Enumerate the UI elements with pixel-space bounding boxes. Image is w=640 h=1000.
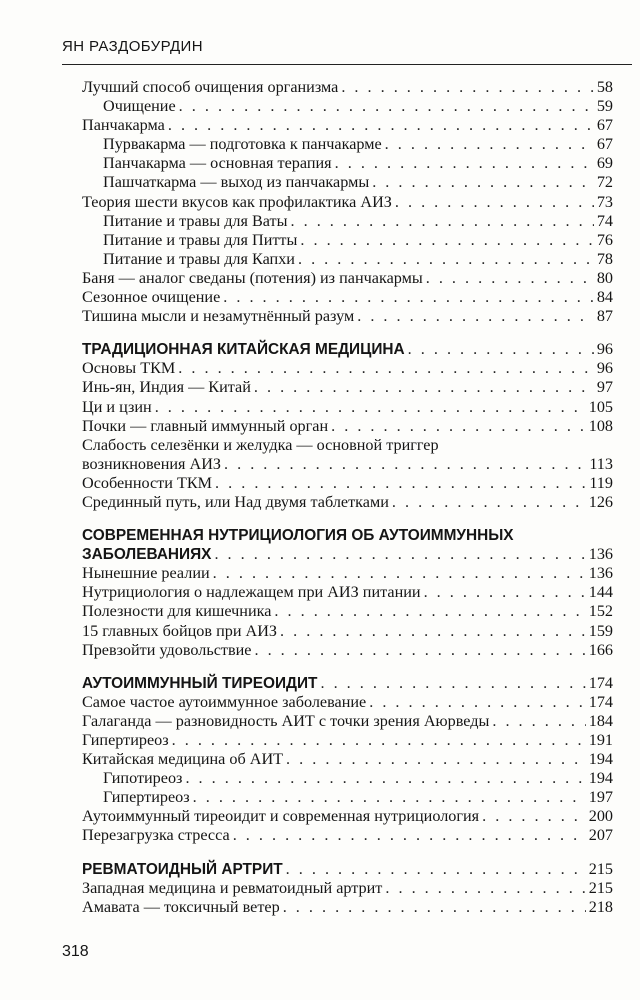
- toc-entry-title: Питание и травы для Питты: [103, 230, 298, 249]
- toc-entry-page: 152: [588, 602, 613, 621]
- toc-entry[interactable]: [82, 212, 613, 231]
- toc-entry[interactable]: [82, 398, 613, 417]
- toc-chapter-heading-first-line[interactable]: [82, 526, 613, 545]
- toc-entry[interactable]: [82, 269, 613, 288]
- toc-entry-page: 67: [596, 116, 613, 135]
- toc-entry-page: 72: [596, 173, 613, 192]
- toc-entry-title: Ци и цзин: [82, 397, 152, 416]
- running-head: ЯН РАЗДОБУРДИН: [62, 38, 203, 55]
- toc-entry-page: 96: [596, 359, 613, 378]
- toc-entry[interactable]: [82, 788, 613, 807]
- toc-entry-wrapped-continuation[interactable]: [82, 455, 613, 474]
- table-of-contents: [82, 78, 613, 931]
- toc-entry-title: Сезонное очищение: [82, 288, 221, 307]
- toc-entry-title: Питание и травы для Капхи: [103, 249, 295, 268]
- toc-entry-title: Баня — аналог сведаны (потения) из панчакармы: [82, 268, 423, 287]
- dot-leader: [424, 583, 586, 602]
- toc-entry[interactable]: [82, 731, 613, 750]
- toc-entry-page: 215: [588, 878, 613, 897]
- toc-chapter-heading[interactable]: [82, 674, 613, 693]
- toc-entry-title: Питание и травы для Ваты: [103, 211, 288, 230]
- dot-leader: [215, 474, 586, 493]
- toc-chapter-title: АУТОИММУННЫЙ ТИРЕОИДИТ: [82, 674, 318, 692]
- toc-entry-page: 218: [588, 897, 613, 916]
- dot-leader: [369, 693, 585, 712]
- toc-entry[interactable]: [82, 898, 613, 917]
- toc-chapter-title: ЗАБОЛЕВАНИЯХ: [82, 546, 212, 564]
- toc-entry-page: 136: [588, 545, 613, 564]
- toc-entry-title: Превзойти удовольствие: [82, 640, 252, 659]
- toc-entry-page: 76: [596, 230, 613, 249]
- toc-chapter-title: РЕВМАТОИДНЫЙ АРТРИТ: [82, 860, 283, 878]
- toc-entry-title: Самое частое аутоиммунное заболевание: [82, 692, 367, 711]
- toc-entry[interactable]: [82, 493, 613, 512]
- toc-entry-title: Гипертиреоз: [82, 731, 169, 749]
- dot-leader: [357, 307, 594, 326]
- dot-leader: [426, 269, 594, 288]
- toc-entry-page: 174: [588, 673, 613, 692]
- toc-entry-title: Пашчаткарма — выход из панчакармы: [103, 173, 370, 192]
- toc-entry-page: 59: [596, 97, 613, 116]
- toc-entry-title: Перезагрузка стресса: [82, 826, 230, 845]
- toc-entry-page: 136: [588, 564, 613, 583]
- dot-leader: [193, 788, 586, 807]
- toc-entry[interactable]: [82, 154, 613, 173]
- toc-entry-title: Основы ТКМ: [82, 359, 176, 378]
- toc-entry[interactable]: [82, 641, 613, 660]
- dot-leader: [392, 493, 586, 512]
- dot-leader: [335, 154, 594, 173]
- toc-entry-page: 67: [596, 135, 613, 154]
- dot-leader: [482, 807, 586, 826]
- dot-leader: [320, 674, 585, 693]
- toc-entry-page: 113: [589, 454, 613, 473]
- toc-entry-title: Пурвакарма — подготовка к панчакарме: [103, 135, 382, 154]
- toc-entry-title: Западная медицина и ревматоидный артрит: [82, 878, 383, 897]
- toc-entry-title: Нутрициология о надлежащем при АИЗ питании: [82, 583, 421, 602]
- toc-entry-page: 97: [596, 378, 613, 397]
- toc-entry[interactable]: [82, 97, 613, 116]
- toc-entry[interactable]: [82, 288, 613, 307]
- dot-leader: [178, 359, 594, 378]
- dot-leader: [492, 712, 585, 731]
- toc-section-thyroiditis: [82, 674, 613, 846]
- toc-entry[interactable]: [82, 417, 613, 436]
- toc-entry-page: 78: [596, 249, 613, 268]
- toc-entry-title: Китайская медицина об АИТ: [82, 750, 284, 769]
- toc-entry-page: 80: [596, 268, 613, 287]
- toc-chapter-heading[interactable]: [82, 545, 613, 564]
- toc-entry-page: 58: [596, 78, 613, 96]
- toc-entry[interactable]: [82, 712, 613, 731]
- toc-entry[interactable]: [82, 173, 613, 192]
- toc-section-tcm: [82, 340, 613, 512]
- toc-entry[interactable]: [82, 307, 613, 326]
- toc-entry-title: Очищение: [103, 97, 176, 116]
- dot-leader: [223, 288, 594, 307]
- dot-leader: [233, 826, 586, 845]
- toc-entry-page: 126: [588, 492, 613, 511]
- toc-chapter-title: ТРАДИЦИОННАЯ КИТАЙСКАЯ МЕДИЦИНА: [82, 341, 405, 359]
- toc-entry[interactable]: [82, 826, 613, 845]
- toc-entry-page: 215: [588, 859, 613, 878]
- toc-entry-title: Инь-ян, Индия — Китай: [82, 378, 251, 397]
- dot-leader: [331, 417, 586, 436]
- toc-entry-page: 144: [588, 583, 613, 602]
- toc-entry-page: 194: [588, 750, 613, 769]
- toc-entry-title: Тишина мысли и незамутнённый разум: [82, 307, 355, 326]
- toc-entry-title: Особенности ТКМ: [82, 473, 213, 492]
- toc-entry[interactable]: [82, 474, 613, 493]
- toc-entry-page: 191: [588, 731, 613, 749]
- toc-entry-page: 197: [588, 788, 613, 807]
- toc-entry-title: Лучший способ очищения организма: [82, 78, 339, 96]
- toc-entry-page: 174: [588, 692, 613, 711]
- toc-entry-title: Почки — главный иммунный орган: [82, 416, 329, 435]
- toc-entry-page: 84: [596, 288, 613, 307]
- toc-entry[interactable]: [82, 378, 613, 397]
- toc-entry-title: Срединный путь, или Над двумя таблетками: [82, 492, 389, 511]
- dot-leader: [254, 641, 585, 660]
- toc-entry[interactable]: [82, 750, 613, 769]
- dot-leader: [341, 78, 593, 97]
- header-rule: [62, 64, 632, 65]
- toc-entry-page: 200: [588, 807, 613, 826]
- toc-entry-page: 159: [588, 621, 613, 640]
- page-number: 318: [62, 943, 89, 960]
- dot-leader: [280, 622, 586, 641]
- toc-entry-page: 69: [596, 154, 613, 173]
- dot-leader: [385, 135, 594, 154]
- toc-section-ayurveda-cleansing: [82, 78, 613, 326]
- toc-entry-page: 74: [596, 211, 613, 230]
- toc-chapter-heading[interactable]: [82, 860, 613, 879]
- toc-entry[interactable]: [82, 769, 613, 788]
- toc-entry-title: 15 главных бойцов при АИЗ: [82, 621, 278, 640]
- dot-leader: [395, 193, 594, 212]
- toc-section-arthritis: [82, 860, 613, 917]
- toc-entry-page: 207: [588, 826, 613, 845]
- toc-entry[interactable]: [82, 693, 613, 712]
- dot-leader: [300, 231, 593, 250]
- toc-entry-title: Гипертиреоз: [103, 788, 190, 807]
- dot-leader: [185, 769, 585, 788]
- dot-leader: [286, 750, 586, 769]
- toc-entry[interactable]: [82, 583, 613, 602]
- dot-leader: [286, 860, 586, 879]
- toc-entry-page: 108: [588, 416, 613, 435]
- toc-entry-title: Полезности для кишечника: [82, 602, 272, 621]
- toc-entry-page: 184: [588, 711, 613, 730]
- toc-entry[interactable]: [82, 193, 613, 212]
- toc-entry-title: Аутоиммунный тиреоидит и современная нутрициология: [82, 807, 480, 826]
- toc-entry[interactable]: [82, 78, 613, 97]
- toc-entry-title: Панчакарма — основная терапия: [103, 154, 332, 173]
- toc-entry-page: 105: [588, 397, 613, 416]
- toc-entry-wrapped-first-line[interactable]: [82, 436, 613, 455]
- toc-entry-page: 73: [596, 192, 613, 211]
- dot-leader: [372, 173, 594, 192]
- dot-leader: [298, 250, 594, 269]
- toc-entry[interactable]: [82, 359, 613, 378]
- toc-entry[interactable]: [82, 250, 613, 269]
- toc-entry-page: 87: [596, 307, 613, 326]
- toc-entry-title: Нынешние реалии: [82, 564, 210, 583]
- toc-entry-page: 166: [588, 640, 613, 659]
- toc-entry-page: 119: [589, 473, 613, 492]
- toc-entry-page: 194: [588, 769, 613, 788]
- dot-leader: [291, 212, 594, 231]
- toc-entry[interactable]: [82, 116, 613, 135]
- dot-leader: [213, 564, 586, 583]
- toc-chapter-heading[interactable]: [82, 340, 613, 359]
- toc-entry-title: Слабость селезёнки и желудка — основной триггер: [82, 435, 439, 454]
- toc-entry-title: Амавата — токсичный ветер: [82, 897, 280, 916]
- toc-entry[interactable]: [82, 564, 613, 583]
- toc-entry[interactable]: [82, 602, 613, 621]
- toc-entry-title: Гипотиреоз: [103, 769, 183, 788]
- toc-entry-title: Панчакарма: [82, 116, 165, 135]
- toc-entry-title: Теория шести вкусов как профилактика АИЗ: [82, 192, 392, 211]
- toc-entry[interactable]: [82, 807, 613, 826]
- toc-entry[interactable]: [82, 879, 613, 898]
- dot-leader: [179, 97, 594, 116]
- toc-entry[interactable]: [82, 622, 613, 641]
- dot-leader: [155, 398, 586, 417]
- dot-leader: [224, 455, 586, 474]
- dot-leader: [254, 378, 594, 397]
- dot-leader: [385, 879, 585, 898]
- dot-leader: [283, 898, 586, 917]
- toc-entry[interactable]: [82, 135, 613, 154]
- dot-leader: [408, 340, 594, 359]
- dot-leader: [214, 545, 585, 564]
- toc-entry-page: 96: [596, 340, 613, 359]
- dot-leader: [168, 116, 594, 135]
- toc-entry[interactable]: [82, 231, 613, 250]
- toc-entry-title: Галаганда — разновидность АИТ с точки зрения Аюрведы: [82, 711, 490, 730]
- toc-section-nutrition: [82, 526, 613, 660]
- dot-leader: [172, 731, 586, 750]
- toc-chapter-title: СОВРЕМЕННАЯ НУТРИЦИОЛОГИЯ ОБ АУТОИММУННЫХ: [82, 527, 514, 545]
- dot-leader: [274, 602, 585, 621]
- toc-entry-title: возникновения АИЗ: [82, 454, 222, 473]
